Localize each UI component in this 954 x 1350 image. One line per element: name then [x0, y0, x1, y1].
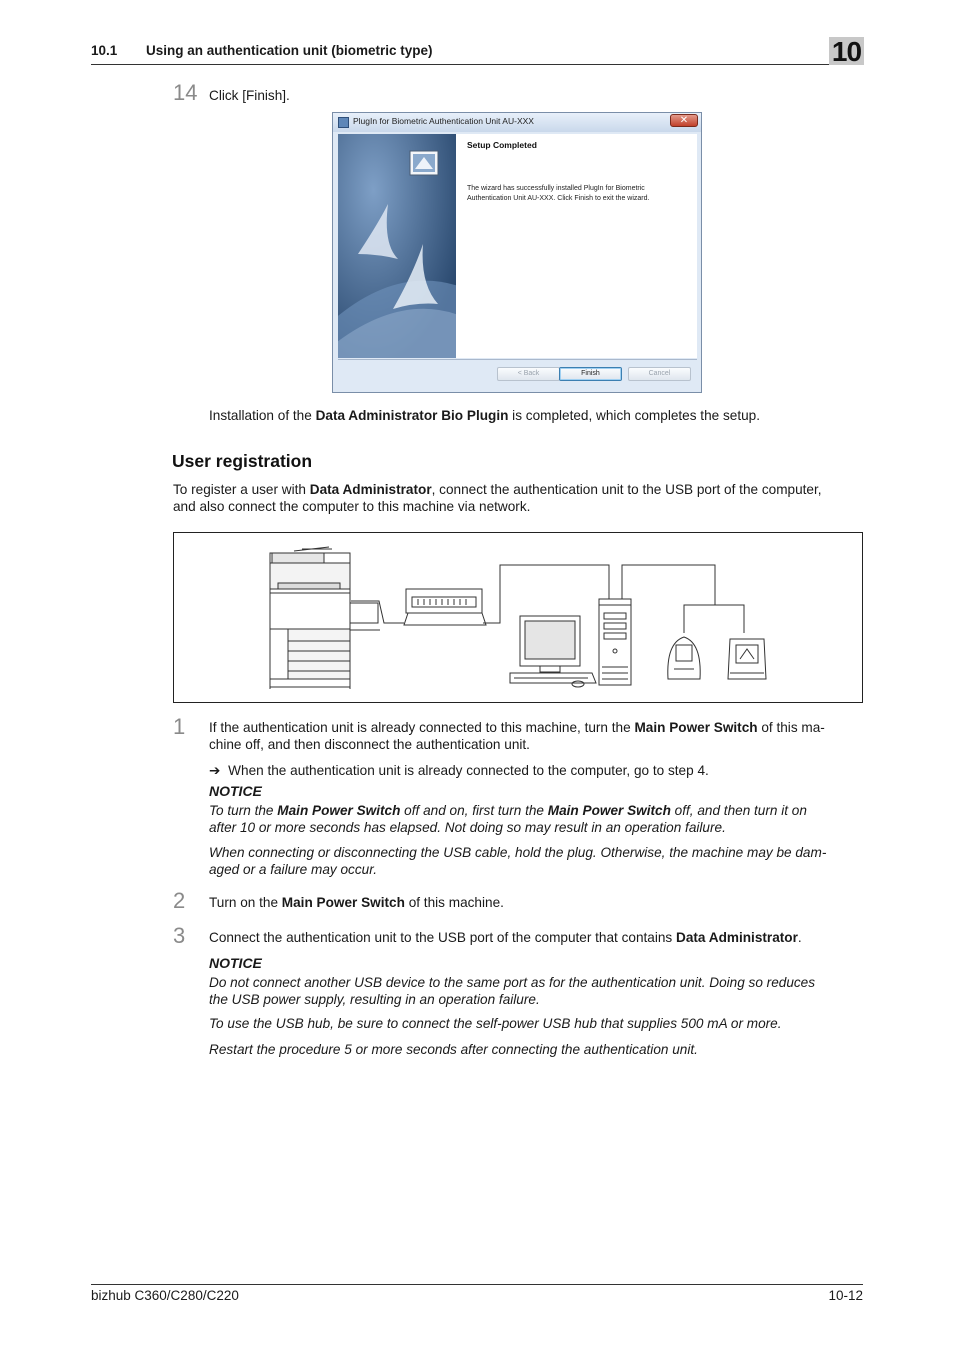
footer-model: bizhub C360/C280/C220 — [91, 1288, 239, 1303]
chapter-number-badge: 10 — [829, 37, 864, 65]
intro-post: , connect the authentication unit to the USB port of the computer, — [431, 482, 822, 497]
close-icon[interactable]: ✕ — [670, 114, 698, 127]
wizard-artwork — [338, 134, 456, 358]
notice-part: off, and then turn it on — [670, 803, 807, 818]
notice-part: off and on, first turn the — [400, 803, 548, 818]
button-separator — [338, 359, 697, 360]
step2-post: of this machine. — [404, 895, 504, 910]
notice-part: To turn the — [209, 803, 278, 818]
finish-button[interactable]: Finish — [559, 367, 622, 381]
step-number: 14 — [173, 80, 198, 105]
notice-text — [209, 975, 815, 1008]
arrow-icon: ➔ — [209, 763, 221, 778]
step-text — [209, 895, 504, 912]
step-number: 3 — [173, 923, 186, 948]
notice-label: NOTICE — [209, 783, 262, 799]
step3-pre: Connect the authentication unit to the USB port of the computer that contains — [209, 930, 677, 945]
notice-line: When connecting or disconnecting the USB cable, hold the plug. Otherwise, the machine may be dam- — [209, 845, 827, 860]
step-number: 1 — [173, 714, 186, 739]
user-registration-intro — [173, 482, 822, 515]
install-note — [209, 408, 760, 425]
step2-pre: Turn on the — [209, 895, 282, 910]
footer-page-number: 10-12 — [828, 1288, 863, 1303]
step3-product: Data Administrator — [676, 930, 798, 945]
footer-rule — [91, 1284, 863, 1285]
notice-text — [209, 845, 826, 878]
wizard-side-image — [338, 134, 456, 358]
dialog-titlebar — [333, 113, 701, 132]
substep — [209, 763, 709, 780]
intro-product: Data Administrator — [309, 482, 432, 497]
connection-diagram — [173, 532, 863, 703]
notice-line: the USB power supply, resulting in an operation failure. — [209, 991, 540, 1007]
step-text: Click [Finish]. — [209, 88, 290, 103]
user-registration-heading: User registration — [172, 451, 313, 471]
notice-line: Do not connect another USB device to the same port as for the authentication unit. Doing so reduces — [209, 975, 816, 990]
setup-dialog-screenshot — [332, 112, 702, 393]
wizard-message: The wizard has successfully installed PlugIn for Biometric Authentication Unit AU-XXX. Click Finish to exit the wizard. — [467, 185, 650, 202]
intro-pre: To register a user with — [173, 482, 310, 497]
install-note-post: is completed, which completes the setup. — [508, 408, 761, 423]
header-rule — [91, 64, 863, 65]
install-note-product: Data Administrator Bio Plugin — [315, 408, 509, 423]
step-text — [209, 930, 802, 947]
notice-text — [209, 803, 807, 836]
step3-post: . — [797, 930, 802, 945]
notice-text: Restart the procedure 5 or more seconds after connecting the authentication unit. — [209, 1042, 698, 1057]
section-number: 10.1 — [91, 43, 118, 58]
section-title: Using an authentication unit (biometric type) — [146, 43, 433, 58]
intro-line2: and also connect the computer to this machine via network. — [173, 498, 531, 514]
step1-switch: Main Power Switch — [634, 720, 758, 735]
step-text — [209, 720, 825, 753]
cancel-button[interactable]: Cancel — [628, 367, 691, 381]
substep-text: When the authentication unit is already connected to the computer, go to step 4. — [228, 763, 709, 778]
install-note-pre: Installation of the — [209, 408, 316, 423]
wizard-heading: Setup Completed — [467, 140, 537, 150]
notice-switch: Main Power Switch — [277, 803, 401, 818]
connection-illustration — [174, 533, 862, 702]
app-icon — [338, 117, 349, 128]
notice-line: after 10 or more seconds has elapsed. Not doing so may result in an operation failure. — [209, 819, 726, 835]
step1-line2: chine off, and then disconnect the authentication unit. — [209, 736, 530, 752]
back-button[interactable]: < Back — [497, 367, 560, 381]
step1-post: of this ma- — [757, 720, 825, 735]
notice-line: aged or a failure may occur. — [209, 861, 377, 877]
dialog-title: PlugIn for Biometric Authentication Unit AU-XXX — [353, 116, 534, 126]
notice-text: To use the USB hub, be sure to connect the self-power USB hub that supplies 500 mA or more. — [209, 1016, 782, 1031]
notice-label: NOTICE — [209, 955, 262, 971]
step-number: 2 — [173, 888, 186, 913]
wizard-content-pane — [456, 134, 697, 358]
step1-pre: If the authentication unit is already connected to this machine, turn the — [209, 720, 635, 735]
step2-switch: Main Power Switch — [281, 895, 405, 910]
notice-switch: Main Power Switch — [547, 803, 671, 818]
